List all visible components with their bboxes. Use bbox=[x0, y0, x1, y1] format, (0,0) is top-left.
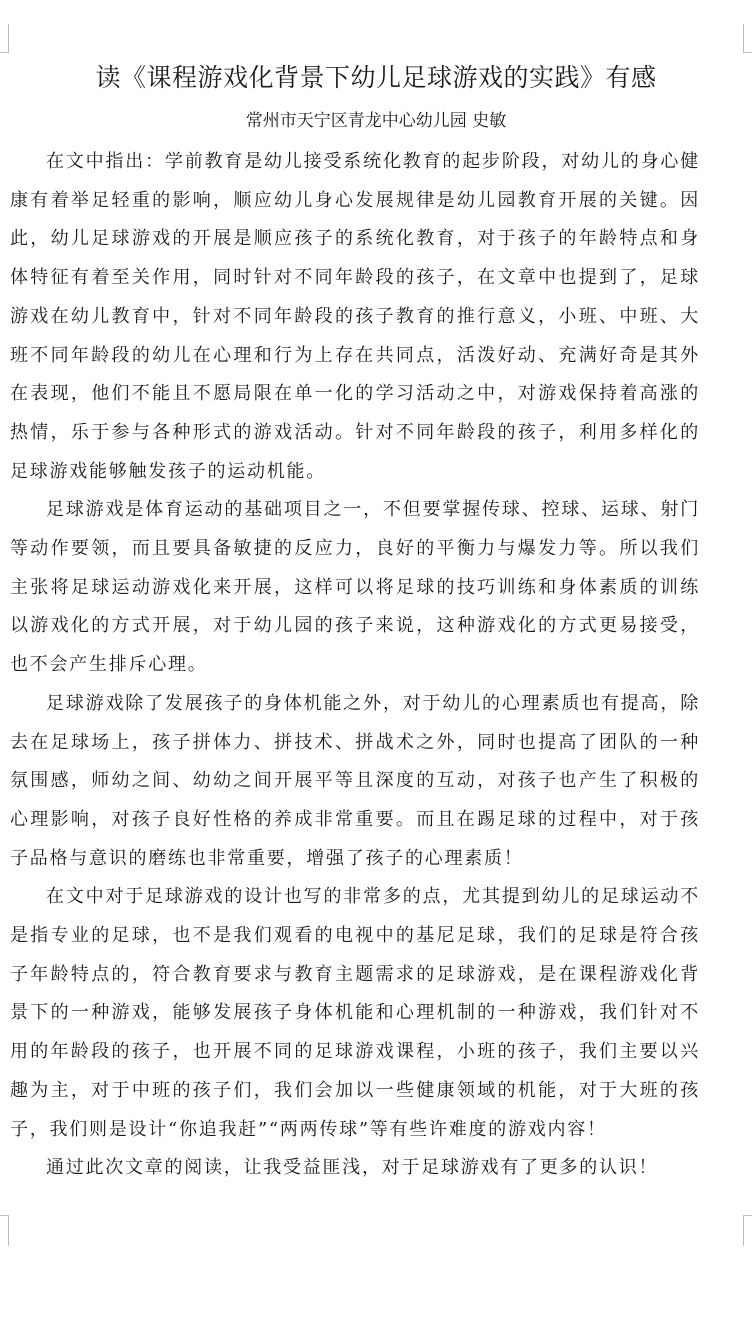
crop-mark-bottom-left bbox=[0, 1215, 9, 1246]
crop-mark-top-right bbox=[743, 24, 752, 53]
crop-mark-bottom-right bbox=[743, 1215, 752, 1246]
document-author: 常州市天宁区青龙中心幼儿园 史敏 bbox=[245, 111, 507, 131]
document-body bbox=[10, 143, 700, 1188]
paragraph-2: 足球游戏是体育运动的基础项目之一，不但要掌握传球、控球、运球、射门等动作要领，而且要具备敏捷的反应力，良好的平衡力与爆发力等。所以我们主张将足球运动游戏化来开展，这样可以将足球的技巧训练和身体素质的训练以游戏化的方式开展，对于幼儿园的孩子来说，这种游戏化的方式更易接受，也不会产生排斥心理。 bbox=[10, 499, 700, 676]
paragraph-3: 足球游戏除了发展孩子的身体机能之外，对于幼儿的心理素质也有提高，除去在足球场上，孩子拼体力、拼技术、拼战术之外，同时也提高了团队的一种氛围感，师幼之间、幼幼之间开展平等且深度的互动，对孩子也产生了积极的心理影响，对孩子良好性格的养成非常重要。而且在踢足球的过程中，对于孩子品格与意识的磨练也非常重要，增强了孩子的心理素质！ bbox=[10, 692, 700, 869]
paragraph-1: 在文中指出：学前教育是幼儿接受系统化教育的起步阶段，对幼儿的身心健康有着举足轻重的影响，顺应幼儿身心发展规律是幼儿园教育开展的关键。因此，幼儿足球游戏的开展是顺应孩子的系统化教育，对于孩子的年龄特点和身体特征有着至关作用，同时针对不同年龄段的孩子，在文章中也提到了，足球游戏在幼儿教育中，针对不同年龄段的孩子教育的推行意义，小班、中班、大班不同年龄段的幼儿在心理和行为上存在共同点，活泼好动、充满好奇是其外在表现，他们不能且不愿局限在单一化的学习活动之中，对游戏保持着高涨的热情，乐于参与各种形式的游戏活动。针对不同年龄段的孩子，利用多样化的足球游戏能够触发孩子的运动机能。 bbox=[10, 151, 700, 482]
paragraph-4: 在文中对于足球游戏的设计也写的非常多的点，尤其提到幼儿的足球运动不是指专业的足球，也不是我们观看的电视中的基尼足球，我们的足球是符合孩子年龄特点的，符合教育要求与教育主题需求的足球游戏，是在课程游戏化背景下的一种游戏，能够发展孩子身体机能和心理机制的一种游戏，我们针对不用的年龄段的孩子，也开展不同的足球游戏课程，小班的孩子，我们主要以兴趣为主，对于中班的孩子们，我们会加以一些健康领域的机能，对于大班的孩子，我们则是设计“你追我赶”“两两传球”等有些许难度的游戏内容！ bbox=[10, 886, 700, 1140]
paragraph-5: 通过此次文章的阅读，让我受益匪浅，对于足球游戏有了更多的认识！ bbox=[46, 1157, 659, 1179]
crop-mark-top-left bbox=[0, 24, 9, 53]
document-title: 读《课程游戏化背景下幼儿足球游戏的实践》有感 bbox=[95, 63, 657, 92]
